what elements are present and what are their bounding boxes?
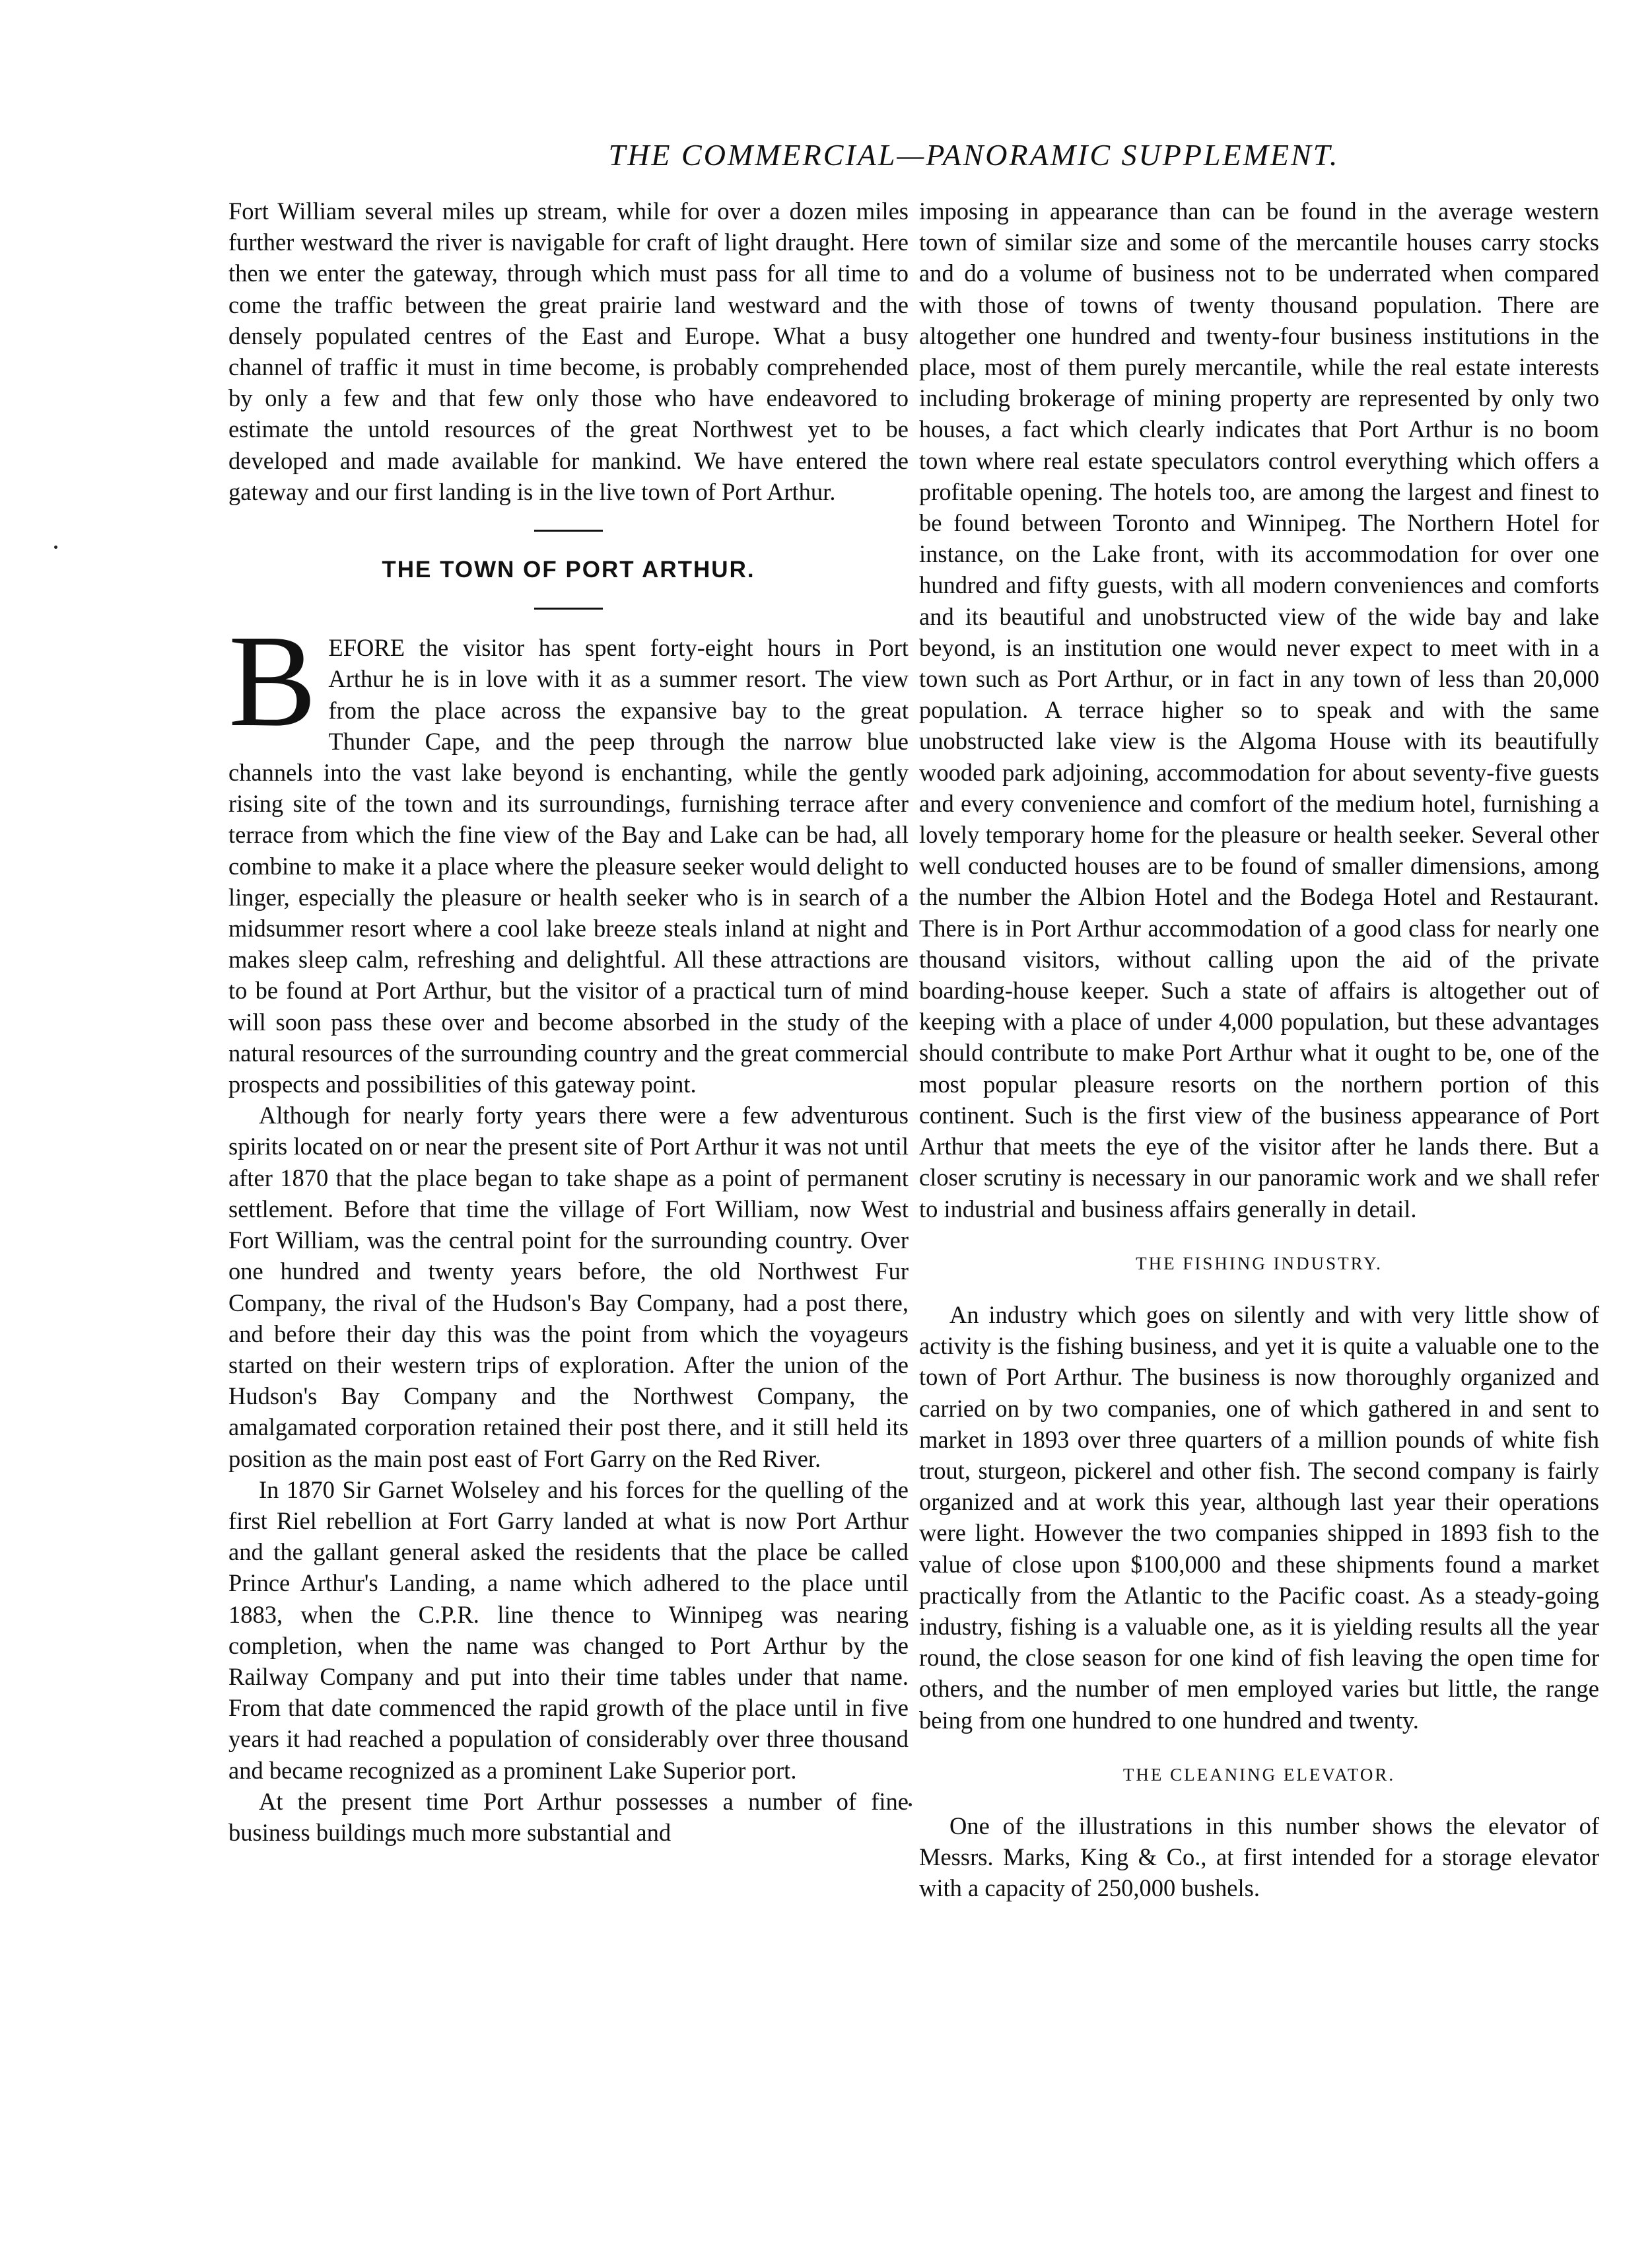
drop-cap: B: [228, 608, 317, 755]
section-rule-bottom: [534, 608, 603, 610]
left-column: [228, 195, 909, 1848]
wolseley-paragraph: In 1870 Sir Garnet Wolseley and his forces for the quelling of the first Riel rebellion at Fort Garry landed at what is now Port Arthur and the gallant general asked the residents that the place be called Prince Arthur's Landing, a name which adhered to the place until 1883, when the C.P.R. line thence to Winnipeg was nearing completion, when the name was changed to Port Arthur by the Railway Company and put into their time tables under that name. From that date commenced the rapid growth of the place until in five years it had reached a population of considerably over three thousand and became recognized as a prominent Lake Superior port.: [228, 1475, 909, 1784]
elevator-heading: THE CLEANING ELEVATOR.: [1122, 1764, 1396, 1785]
opening-paragraph: [228, 608, 909, 1100]
intro-paragraph: Fort William several miles up stream, while for over a dozen miles further westward the river is navigable for craft of light draught. Here then we enter the gateway, through which must pass for all time to come the traffic between the great prairie land westward and the densely populated centres of the East and Europe. What a busy channel of traffic it must in time become, is probably comprehended by only a few and that few only those who have endeavored to estimate the untold resources of the great Northwest yet to be developed and made available for mankind. We have entered the gateway and our first landing is in the live town of Port Arthur.: [228, 197, 909, 505]
elevator-paragraph: One of the illustrations in this number shows the elevator of Messrs. Marks, King & Co., at first intended for a storage elevator with a capacity of 250,000 bushels.: [919, 1812, 1599, 1902]
section-rule-top: [534, 530, 603, 532]
right-column: [919, 195, 1599, 1904]
business-paragraph: imposing in appearance than can be found in the average western town of similar size and some of the mercantile houses carry stocks and do a volume of business not to be underrated when compared with those of towns of twenty thousand population. There are altogether one hundred and twenty-four business institutions in the place, most of them purely mercantile, while the real estate interests including brokerage of mining property are represented by only two houses, a fact which clearly indicates that Port Arthur is no boom town where real estate speculators control everything which offers a profitable opening. The hotels too, are among the largest and finest to be found between Toronto and Winnipeg. The Northern Hotel for instance, on the Lake front, with its accommodation for over one hundred and fifty guests, with all modern conveniences and comforts and its beautiful and unobstructed view of the wide bay and lake beyond, is an institution one would never expect to meet with in a town such as Port Arthur, or in fact in any town of less than 20,000 population. A terrace higher so to speak and with the same unobstructed lake view is the Algoma House with its beautifully wooded park adjoining, accommodation for about seventy-five guests and every convenience and comfort of the medium hotel, furnishing a lovely temporary home for the pleasure or health seeker. Several other well conducted houses are to be found of smaller dimensions, among the number the Albion Hotel and the Bodega Hotel and Restaurant. There is in Port Arthur accommodation of a good class for nearly one thousand visitors, without calling upon the aid of the private boarding-house keeper. Such a state of affairs is altogether out of keeping with a place of under 4,000 population, but these advantages should contribute to make Port Arthur what it ought to be, one of the most popular pleasure resorts on the northern portion of this continent. Such is the first view of the business appearance of Port Arthur that meets the eye of the visitor after he lands there. But a closer scrutiny is necessary in our panoramic work and we shall refer to industrial and business affairs generally in detail.: [919, 197, 1599, 1223]
present-paragraph: At the present time Port Arthur possesses a number of fine business buildings much more substantial and: [228, 1787, 909, 1846]
history-paragraph: Although for nearly forty years there were a few adventurous spirits located on or near the present site of Port Arthur it was not until after 1870 that the place began to take shape as a point of permanent settlement. Before that time the village of Fort William, now West Fort William, was the central point for the surrounding country. Over one hundred and twenty years before, the old Northwest Fur Company, the rival of the Hudson's Bay Company, had a post there, and before their day this was the point from which the voyageurs started on their western trips of exploration. After the union of the Hudson's Bay Company and the Northwest Company, the amalgamated corporation retained their post there, and it still held its position as the main post east of Fort Garry on the Red River.: [228, 1102, 909, 1472]
section-title: THE TOWN OF PORT ARTHUR.: [382, 557, 755, 583]
running-head: THE COMMERCIAL—PANORAMIC SUPPLEMENT.: [608, 138, 1340, 172]
print-speck: [54, 546, 57, 549]
fishing-heading: THE FISHING INDUSTRY.: [1136, 1253, 1383, 1273]
opening-paragraph-text: EFORE the visitor has spent forty-eight hours in Port Arthur he is in love with it as a summer resort. The view from the place across the expansive bay to the great Thunder Cape, and the peep through the narrow blue channels into the vast lake beyond is enchanting, while the gently rising site of the town and its surroundings, furnishing terrace after terrace from which the fine view of the Bay and Lake can be had, all combine to make it a place where the pleasure seeker would delight to linger, especially the pleasure or health seeker who is in search of a midsummer resort where a cool lake breeze steals inland at night and makes sleep calm, refreshing and delightful. All these attractions are to be found at Port Arthur, but the visitor of a practical turn of mind will soon pass these over and become absorbed in the study of the natural resources of the surrounding country and the great commercial prospects and possibilities of this gateway point.: [228, 634, 909, 1098]
print-speck: [909, 1803, 912, 1806]
fishing-paragraph: An industry which goes on silently and with very little show of activity is the fishing business, and yet it is quite a valuable one to the town of Port Arthur. The business is now thoroughly organized and carried on by two companies, one of which gathered in and sent to market in 1893 over three quarters of a million pounds of white fish trout, sturgeon, pickerel and other fish. The second company is fairly organized and at work this year, although last year their operations were light. However the two companies shipped in 1893 fish to the value of close upon $100,000 and these shipments found a market practically from the Atlantic to the Pacific coast. As a steady-going industry, fishing is a valuable one, as it is yielding results all the year round, the close season for one kind of fish leaving the open time for others, and the number of men employed varies but little, the range being from one hundred to one hundred and twenty.: [919, 1300, 1599, 1734]
